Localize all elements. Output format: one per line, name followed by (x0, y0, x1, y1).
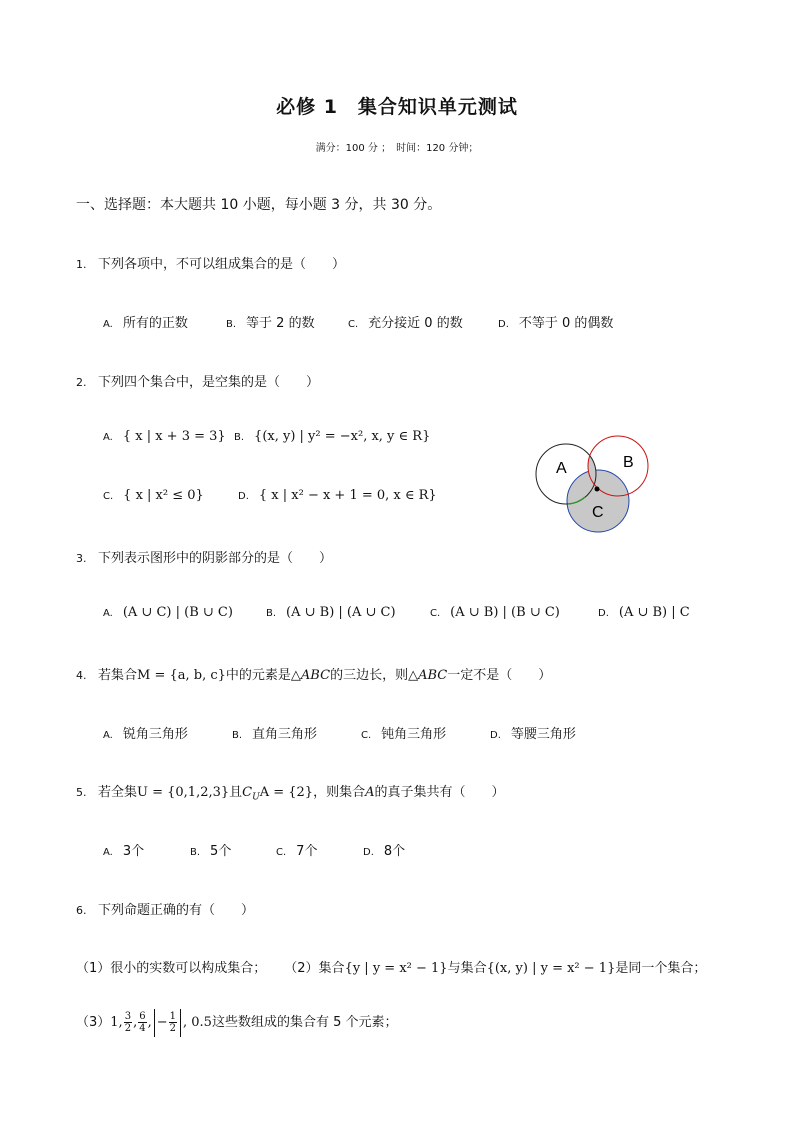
set-xy: {(x, y) | y = x² − 1} (486, 961, 616, 976)
q6-proposition-line: （1）很小的实数可以构成集合； （2）集合{y | y = x² − 1}与集合{(x, y) | y = x² − 1}是同一个集合； (76, 961, 707, 976)
q1-option-b: B. 等于 2 的数 (226, 316, 315, 331)
q3-option-c: C. (A ∪ B) | (B ∪ C) (430, 605, 560, 620)
q5-option-b: B. 5个 (190, 844, 232, 859)
q4-option-c: C. 钝角三角形 (361, 727, 447, 742)
q3-option-d: D. (A ∪ B) | C (598, 605, 690, 620)
exam-info: 满分：100 分 ； 时间：120 分钟； (315, 143, 479, 154)
q4-option-d: D. 等腰三角形 (490, 727, 576, 742)
question-number: 1. (76, 258, 87, 271)
q5-option-a: A. 3个 (103, 844, 145, 859)
venn-label-a: A (556, 460, 567, 477)
question-number: 3. (76, 552, 87, 565)
page-title: 必修 1 集合知识单元测试 (276, 96, 518, 118)
q2-option-b: B. {(x, y) | y² = −x², x, y ∈ R} (234, 429, 431, 444)
q6-prop-1: （1）很小的实数可以构成集合； (76, 961, 267, 976)
question-number: 2. (76, 376, 87, 389)
q3-option-a: A. (A ∪ C) | (B ∪ C) (103, 605, 233, 620)
q5-option-d: D. 8个 (363, 844, 406, 859)
venn-label-b: B (623, 454, 634, 471)
question-stem: 下列四个集合中，是空集的是（ ） (98, 375, 320, 390)
question-stem: 下列命题正确的有（ ） (98, 903, 255, 918)
q5-option-c: C. 7个 (276, 844, 318, 859)
question-1 (76, 253, 345, 272)
question-5: 5. 若全集U = {0,1,2,3}且$C_UA = \{2\}$，则集合A的真子集共有（ ） (76, 785, 505, 803)
set-u: U = {0,1,2,3} (137, 785, 230, 800)
q2-option-d: D. { x | x² − x + 1 = 0, x ∈ R} (238, 488, 437, 503)
venn-circle-c (567, 470, 629, 532)
venn-center-dot (595, 487, 600, 492)
question-3 (76, 547, 332, 566)
q1-option-a: A. 所有的正数 (103, 316, 188, 331)
q4-option-b: B. 直角三角形 (232, 727, 318, 742)
question-number: 6. (76, 904, 87, 917)
venn-label-c: C (592, 504, 604, 521)
question-number: 5. (76, 786, 87, 799)
section-heading: 一、选择题：本大题共 10 小题，每小题 3 分，共 30 分。 (76, 197, 442, 213)
q2-option-c: C. { x | x² ≤ 0} (103, 488, 204, 503)
q3-option-b: B. (A ∪ B) | (A ∪ C) (266, 605, 396, 620)
question-number: 4. (76, 669, 87, 682)
q1-option-c: C. 充分接近 0 的数 (348, 316, 463, 331)
question-stem: 下列表示图形中的阴影部分的是（ ） (98, 551, 333, 566)
question-2 (76, 371, 319, 390)
question-stem: 下列各项中，不可以组成集合的是（ ） (98, 257, 346, 272)
set-m: M = {a, b, c} (137, 668, 226, 683)
question-4: 4. 若集合M = {a, b, c}中的元素是△ABC的三边长，则△ABC一定不是（ ） (76, 668, 552, 683)
q1-option-d: D. 不等于 0 的偶数 (498, 316, 614, 331)
question-6 (76, 899, 254, 918)
venn-diagram (530, 430, 660, 540)
q6-prop-3: （3）1, $\frac{3}{2}$ , $\frac{6}{4}$ , − $\frac{1}{2}$ , 0.5这些数组成的集合有 5 个元素； (76, 1006, 398, 1040)
q4-option-a: A. 锐角三角形 (103, 727, 188, 742)
set-y: {y | y = x² − 1} (344, 961, 448, 976)
q2-option-a: A. { x | x + 3 = 3} (103, 429, 226, 444)
